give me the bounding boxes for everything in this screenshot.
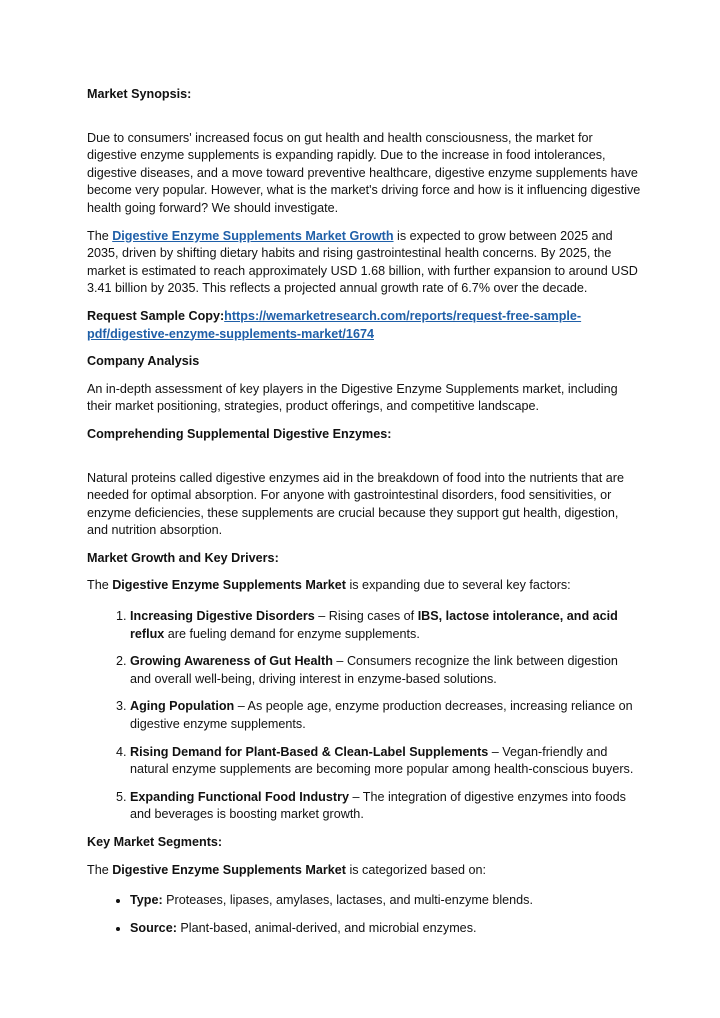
list-item xyxy=(130,653,642,688)
list-item xyxy=(130,698,642,733)
comprehending-paragraph: Natural proteins called digestive enzymes aid in the breakdown of food into the nutrients that are needed for optimal absorption. For anyone with gastrointestinal disorders, food sensitivities, or enzyme deficiencies, these supplements are crucial because they support gut health, digestion, and nutrition absorption. xyxy=(87,470,624,538)
driver-text: – Vegan-friendly and natural enzyme supplements are becoming more popular among health-conscious buyers. xyxy=(130,744,634,777)
segments-intro-bold: Digestive Enzyme Supplements Market xyxy=(112,862,346,877)
segments-list xyxy=(87,892,642,937)
driver-text: are fueling demand for enzyme supplements. xyxy=(164,626,420,641)
company-analysis-heading: Company Analysis xyxy=(87,354,200,369)
growth-prefix: The xyxy=(87,228,113,243)
segments-intro xyxy=(87,862,642,880)
drivers-intro xyxy=(87,577,642,595)
segment-text: Plant-based, animal-derived, and microbial enzymes. xyxy=(176,920,477,935)
driver-title: Expanding Functional Food Industry xyxy=(130,789,349,804)
driver-title: Rising Demand for Plant-Based & Clean-Label Supplements xyxy=(130,744,489,759)
driver-text: – As people age, enzyme production decreases, increasing reliance on digestive enzyme supplements. xyxy=(130,699,633,732)
market-growth-link[interactable]: Digestive Enzyme Supplements Market Growth xyxy=(112,228,394,243)
list-item xyxy=(130,744,642,779)
company-analysis-paragraph: An in-depth assessment of key players in the Digestive Enzyme Supplements market, including their market positioning, strategies, product offerings, and competitive landscape. xyxy=(87,381,618,414)
market-synopsis-heading: Market Synopsis: xyxy=(87,87,192,101)
comprehending-heading: Comprehending Supplemental Digestive Enzymes: xyxy=(87,426,392,441)
driver-text: – Consumers recognize the link between digestion and overall well-being, driving interest in enzyme-based solutions. xyxy=(130,654,618,686)
market-synopsis-paragraph: Due to consumers' increased focus on gut health and health consciousness, the market for digestive enzyme supplements is expanding rapidly. Due to the increase in food intolerances, digestive diseases, and a move toward preventive healthcare, digestive enzyme supplements have become very popular. However, what is the market's driving force and how is it influencing digestive health going forward? We should investigate. xyxy=(87,130,641,215)
request-sample-label: Request Sample Copy: xyxy=(87,308,225,323)
driver-bold-text: IBS, lactose intolerance, and acid reflux xyxy=(130,609,618,641)
drivers-intro-prefix: The xyxy=(87,578,113,593)
drivers-list xyxy=(87,608,642,824)
drivers-heading: Market Growth and Key Drivers: xyxy=(87,550,279,565)
segment-text: Proteases, lipases, amylases, lactases, and multi-enzyme blends. xyxy=(162,893,533,908)
request-sample-link[interactable]: https://wemarketresearch.com/reports/request-free-sample-pdf/digestive-enzyme-supplements-market/1674 xyxy=(87,308,582,341)
segment-label: Source: xyxy=(130,920,177,935)
request-sample-line xyxy=(87,308,642,343)
growth-paragraph xyxy=(87,228,642,298)
drivers-intro-suffix: is expanding due to several key factors: xyxy=(345,578,571,593)
list-item xyxy=(130,920,642,938)
list-item xyxy=(130,608,642,643)
segments-intro-suffix: is categorized based on: xyxy=(345,862,486,877)
driver-title: Aging Population xyxy=(130,699,235,714)
document-page xyxy=(87,86,642,947)
driver-text: – The integration of digestive enzymes into foods and beverages is boosting market growth. xyxy=(130,789,626,822)
list-item xyxy=(130,892,642,910)
driver-title: Growing Awareness of Gut Health xyxy=(130,654,333,669)
driver-title: Increasing Digestive Disorders xyxy=(130,609,315,624)
driver-text: – Rising cases of xyxy=(314,609,418,624)
segments-intro-prefix: The xyxy=(87,862,113,877)
growth-suffix: is expected to grow between 2025 and 2035, driven by shifting dietary habits and rising gastrointestinal health concerns. By 2025, the market is estimated to reach approximately USD 1.68 billion, with further expansion to around USD 3.41 billion by 2035. This reflects a projected annual growth rate of 6.7% over the decade. xyxy=(87,228,638,296)
list-item xyxy=(130,789,642,824)
segment-label: Type: xyxy=(130,893,163,908)
drivers-intro-bold: Digestive Enzyme Supplements Market xyxy=(112,578,346,593)
segments-heading: Key Market Segments: xyxy=(87,835,223,849)
